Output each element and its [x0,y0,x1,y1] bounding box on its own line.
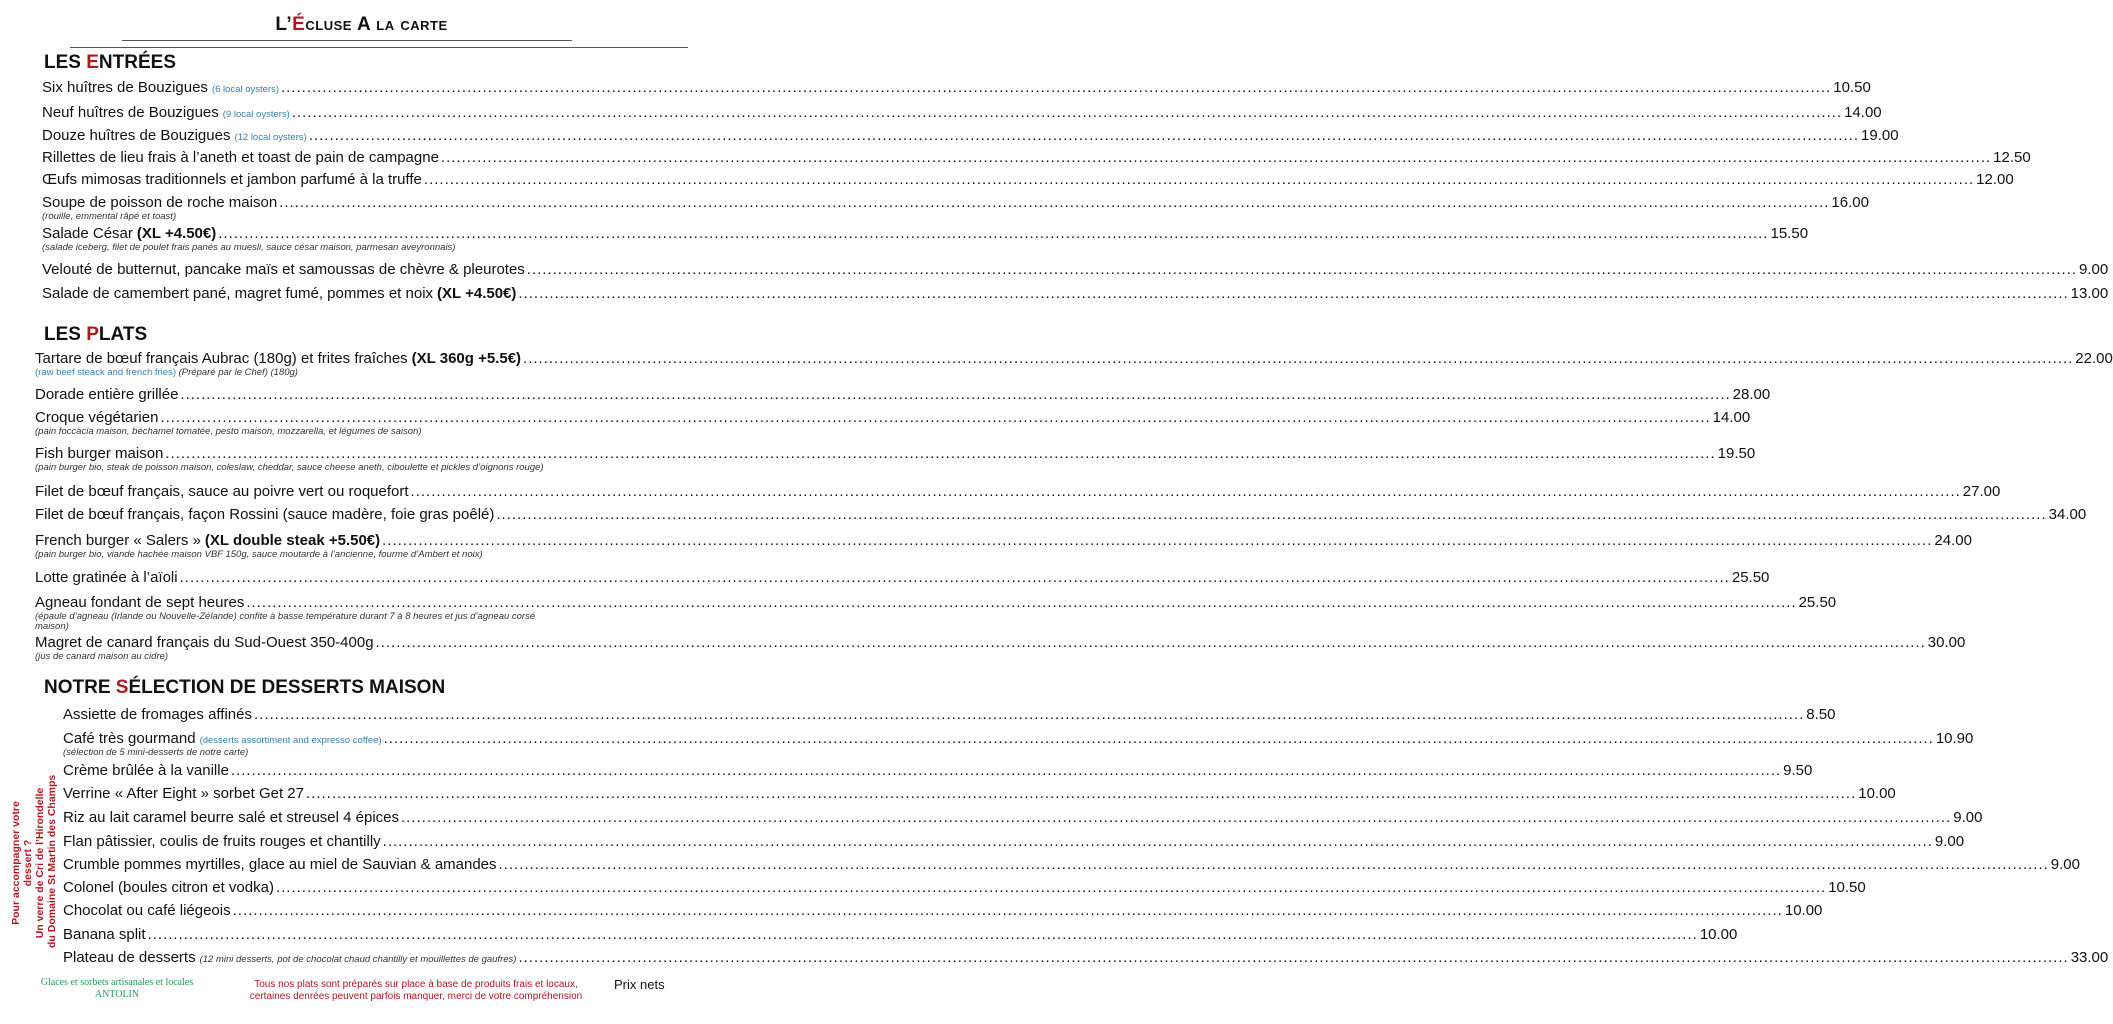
item-description-text: (pain foccacia maison, béchamel tomatée, pesto maison, mozzarella, et légumes de saison) [35,426,422,437]
dot-leader: ............................................................................................................................................................................................................................................................................................................ [218,225,1769,242]
menu-title: L’Écluse A la carte [275,14,448,35]
item-price: 28.00 [1732,386,1771,403]
divider [70,47,688,48]
dot-leader: ............................................................................................................................................................................................................................................................................................................ [498,856,2049,873]
item-description-text: (sélection de 5 mini-desserts de notre carte) [63,747,249,758]
dot-leader: ............................................................................................................................................................................................................................................................................................................ [383,730,1934,747]
menu-item [35,532,1972,550]
menu-item [35,634,1966,652]
item-english-note: (9 local oysters) [222,109,290,120]
menu-item [42,127,1899,147]
dot-leader: ............................................................................................................................................................................................................................................................................................................ [232,902,1783,919]
item-name: Neuf huîtres de Bouzigues [42,104,219,121]
dot-leader: ............................................................................................................................................................................................................................................................................................................ [165,445,1716,462]
dot-leader: ............................................................................................................................................................................................................................................................................................................ [160,409,1711,426]
menu-item [42,194,1869,212]
menu-item [63,762,1813,780]
dot-leader: ............................................................................................................................................................................................................................................................................................................ [147,926,1698,943]
item-name: Banana split [63,926,146,943]
menu-item [63,902,1823,920]
wine-suggestion: Pour accompagner votre dessert ? Un verre de Cri de l’Hirondelle du Domaine St Martin des Champs [10,774,58,948]
item-name: Filet de bœuf français, sauce au poivre vert ou roquefort [35,483,409,500]
section-heading-desserts: NOTRE SÉLECTION DE DESSERTS MAISON [44,677,446,698]
item-price: 14.00 [1844,104,1882,121]
item-name: Assiette de fromages affinés [63,706,252,723]
item-name: Salade César [42,225,133,242]
item-price: 10.50 [1828,879,1866,896]
dot-leader: ............................................................................................................................................................................................................................................................................................................ [291,104,1843,121]
item-description-text: (Préparé par le Chef) (180g) [178,367,298,378]
item-price: 33.00 [2070,949,2109,966]
dot-leader: ............................................................................................................................................................................................................................................................................................................ [523,350,2074,367]
menu-item [63,785,1896,803]
item-name: Douze huîtres de Bouzigues [42,127,231,144]
menu-item [35,506,2087,524]
item-name: Dorade entière grillée [35,386,179,403]
menu-item [35,594,1837,612]
item-xl-option: (XL +4.50€) [136,225,217,242]
dot-leader: ............................................................................................................................................................................................................................................................................................................ [246,594,1797,611]
net-prices-label: Prix nets [614,977,665,992]
item-description [35,462,544,473]
item-english-note: (6 local oysters) [211,84,279,95]
item-price: 22.00 [2075,350,2113,367]
dot-leader: ............................................................................................................................................................................................................................................................................................................ [254,706,1805,723]
item-name: Café très gourmand [63,730,196,747]
dot-leader: ............................................................................................................................................................................................................................................................................................................ [281,79,1832,96]
item-name: Rillettes de lieu frais à l’aneth et toast de pain de campagne [42,149,439,166]
dot-leader: ............................................................................................................................................................................................................................................................................................................ [305,785,1857,802]
item-description [35,611,535,622]
item-english-note: (desserts assortiment and expresso coffee) [199,735,382,746]
item-price: 15.50 [1770,225,1809,242]
item-name: Crumble pommes myrtilles, glace au miel de Sauvian & amandes [63,856,497,873]
menu-item [35,350,2113,368]
menu-item [42,79,1871,99]
item-price: 10.00 [1699,926,1738,943]
menu-item [63,856,2080,874]
dot-leader: ............................................................................................................................................................................................................................................................................................................ [496,506,2047,523]
item-price: 25.50 [1731,569,1770,586]
item-price: 12.00 [1976,171,2014,188]
item-price: 10.50 [1833,79,1871,96]
item-name: Six huîtres de Bouzigues [42,79,208,96]
item-name: Filet de bœuf français, façon Rossini (sauce madère, foie gras poêlé) [35,506,495,523]
item-name: Lotte gratinée à l’aïoli [35,569,178,586]
dot-leader: ............................................................................................................................................................................................................................................................................................................ [230,762,1782,779]
menu-item [63,706,1836,724]
item-price: 13.00 [2070,285,2109,302]
item-price: 9.00 [1953,809,1983,826]
dot-leader: ............................................................................................................................................................................................................................................................................................................ [180,386,1731,403]
menu-item [42,261,2109,279]
item-price: 19.00 [1861,127,1899,144]
item-price: 9.00 [1934,833,1965,850]
dot-leader: ............................................................................................................................................................................................................................................................................................................ [518,285,2069,302]
item-xl-option: (XL +4.50€) [437,285,517,302]
item-description [35,651,168,662]
item-name: Magret de canard français du Sud-Ouest 350-400g [35,634,374,651]
menu-item [42,285,2109,303]
menu-item [35,445,1756,463]
item-price: 10.00 [1784,902,1823,919]
menu-item [42,104,1882,124]
freshness-notice: Tous nos plats sont préparés sur place à base de produits frais et locaux, certaines denrées peuvent parfois manquer, merci de votre compréhension [249,979,583,1002]
item-description-text: (pain burger bio, steak de poisson maison, coleslaw, cheddar, sauce cheese aneth, ciboulette et pickles d’oignons rouge) [35,462,544,473]
menu-item [42,171,2014,189]
dot-leader: ............................................................................................................................................................................................................................................................................................................ [518,949,2069,966]
item-price: 10.90 [1935,730,1974,747]
menu-item [35,386,1771,404]
item-name: Agneau fondant de sept heures [35,594,245,611]
item-price: 24.00 [1934,532,1972,549]
item-name: Fish burger maison [35,445,164,462]
item-price: 16.00 [1831,194,1869,211]
item-description-text: (épaule d’agneau (Irlande ou Nouvelle-Zélande) confite à basse température durant 7 à 8 heures et jus d’agneau corsé [35,611,536,622]
item-price: 19.50 [1717,445,1756,462]
item-description-text: (pain burger bio, viande hachée maison VBF 150g, sauce moutarde à l’ancienne, fourme d’Ambert et noix) [35,549,483,560]
item-name: Flan pâtissier, coulis de fruits rouges et chantilly [63,833,381,850]
item-description [35,367,298,378]
dot-leader: ............................................................................................................................................................................................................................................................................................................ [526,261,2078,278]
item-name: French burger « Salers » [35,532,201,549]
menu-item [35,569,1770,587]
item-description: (12 mini desserts, pot de chocolat chaud chantilly et mouillettes de gaufres) [199,954,517,965]
item-name: Velouté de butternut, pancake maïs et samoussas de chèvre & pleurotes [42,261,525,278]
item-name: Verrine « After Eight » sorbet Get 27 [63,785,304,802]
title-underline [122,40,572,41]
dot-leader: ............................................................................................................................................................................................................................................................................................................ [375,634,1926,651]
dot-leader: ............................................................................................................................................................................................................................................................................................................ [410,483,1961,500]
item-description-text: (jus de canard maison au cidre) [35,651,169,662]
item-description [35,549,483,560]
item-description [42,242,455,253]
menu-item [63,879,1866,897]
item-price: 9.00 [2079,261,2109,278]
dot-leader: ............................................................................................................................................................................................................................................................................................................ [401,809,1952,826]
item-name: Tartare de bœuf français Aubrac (180g) et frites fraîches [35,350,408,367]
section-heading-plats: LES PLATS [44,324,148,345]
dot-leader: ............................................................................................................................................................................................................................................................................................................ [382,532,1933,549]
item-english-note: (raw beef steack and french fries) [35,367,176,378]
menu-item [42,149,2031,167]
menu-item [35,409,1751,427]
dot-leader: ............................................................................................................................................................................................................................................................................................................ [179,569,1730,586]
item-name: Riz au lait caramel beurre salé et streusel 4 épices [63,809,399,826]
menu-item [42,225,1809,243]
menu-item [63,809,1983,827]
dot-leader: ............................................................................................................................................................................................................................................................................................................ [423,171,1975,188]
item-name: Soupe de poisson de roche maison [42,194,278,211]
item-price: 30.00 [1927,634,1966,651]
item-name: Colonel (boules citron et vodka) [63,879,274,896]
item-description [35,426,422,437]
menu-item [35,483,2001,501]
item-price: 9.50 [1783,762,1813,779]
item-name: Plateau de desserts [63,949,196,966]
item-name: Salade de camembert pané, magret fumé, pommes et noix [42,285,434,302]
item-price: 34.00 [2048,506,2087,523]
item-price: 9.00 [2050,856,2080,873]
item-price: 12.50 [1993,149,2031,166]
item-description-text: (rouille, emmental râpé et toast) [42,211,177,222]
item-price: 27.00 [1962,483,2001,500]
item-english-note: (12 local oysters) [234,132,307,143]
menu-item [63,949,2109,969]
item-description [63,747,248,758]
item-price: 10.00 [1858,785,1896,802]
ice-cream-supplier: Glaces et sorbets artisanales et locales ANTOLIN [40,977,194,1000]
section-heading-entrees: LES ENTRÉES [44,52,176,73]
item-xl-option: (XL 360g +5.5€) [411,350,522,367]
item-name: Œufs mimosas traditionnels et jambon parfumé à la truffe [42,171,422,188]
item-price: 8.50 [1806,706,1836,723]
dot-leader: ............................................................................................................................................................................................................................................................................................................ [382,833,1933,850]
menu-item [63,926,1738,944]
dot-leader: ............................................................................................................................................................................................................................................................................................................ [440,149,1992,166]
item-description [42,211,176,222]
item-description-text: (salade iceberg, filet de poulet frais panés au muesli, sauce césar maison, parmesan aveyronnais) [42,242,456,253]
item-name: Chocolat ou café liégeois [63,902,231,919]
item-description: maison) [35,621,69,632]
menu-item [63,833,1965,851]
item-name: Crème brûlée à la vanille [63,762,229,779]
dot-leader: ............................................................................................................................................................................................................................................................................................................ [279,194,1830,211]
item-price: 14.00 [1712,409,1751,426]
item-xl-option: (XL double steak +5.50€) [204,532,381,549]
dot-leader: ............................................................................................................................................................................................................................................................................................................ [275,879,1827,896]
item-name: Croque végétarien [35,409,159,426]
item-price: 25.50 [1798,594,1837,611]
dot-leader: ............................................................................................................................................................................................................................................................................................................ [308,127,1860,144]
